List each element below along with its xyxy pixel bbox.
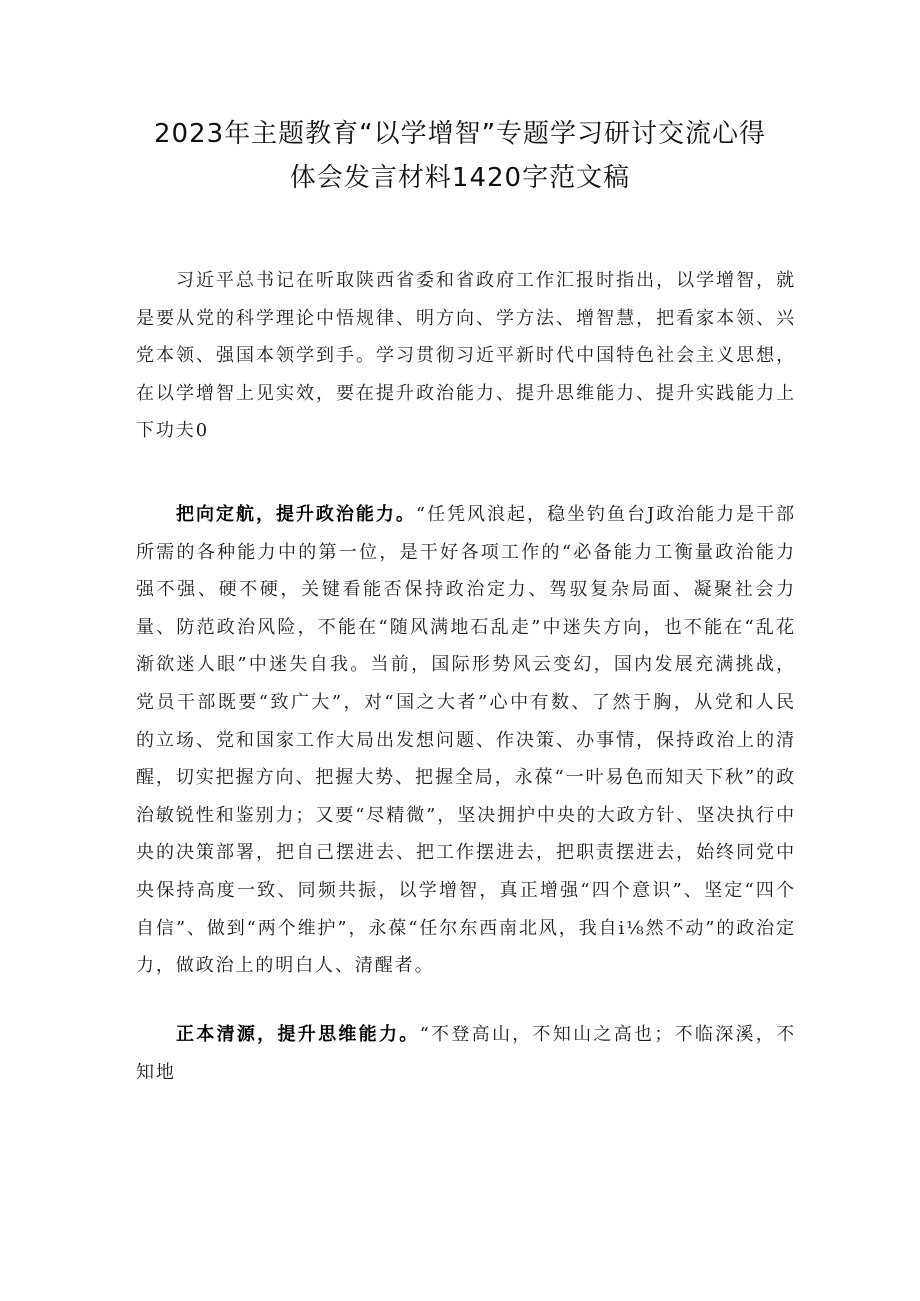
document-title bbox=[100, 112, 820, 200]
paragraph-lead-heading: 正本清源，提升思维能力。 bbox=[176, 1024, 420, 1045]
paragraph-body: 习近平总书记在听取陕西省委和省政府工作汇报时指出，以学增智，就是要从党的科学理论中悟规律、明方向、学方法、增智慧，把看家本领、兴党本领、强国本领学到手。学习贯彻习近平新时代中国特色社会主义思想，在以学增智上见实效，要在提升政治能力、提升思维能力、提升实践能力上下功夫0 bbox=[136, 270, 796, 442]
paragraph-thinking-ability bbox=[136, 1016, 796, 1091]
title-line-2: 体会发言材料1420字范文稿 bbox=[289, 163, 631, 193]
paragraph-lead-heading: 把向定航，提升政治能力。 bbox=[176, 504, 416, 525]
paragraph-body: “任凭风浪起，稳坐钓鱼台J政治能力是干部所需的各种能力中的第一位，是干好各项工作的“必备能力工衡量政治能力强不强、硬不硬，关键看能否保持政治定力、驾驭复杂局面、凝聚社会力量、防范政治风险，不能在“随风满地石乱走”中迷失方向，也不能在“乱花渐欲迷人眼”中迷失自我。当前，国际形势风云变幻，国内发展充满挑战，党员干部既要“致广大”，对“国之大者”心中有数、了然于胸，从党和人民的立场、党和国家工作大局出发想问题、作决策、办事情，保持政治上的清醒，切实把握方向、把握大势、把握全局，永葆“一叶易色而知天下秋”的政治敏锐性和鉴别力；又要“尽精微”，坚决拥护中央的大政方针、坚决执行中央的决策部署，把自己摆进去、把工作摆进去，把职责摆进去，始终同党中央保持高度一致、同频共振，以学增智，真正增强“四个意识”、坚定“四个自信”、做到“两个维护”，永葆“任尔东西南北风，我自i⅛然不动”的政治定力，做政治上的明白人、清醒者。 bbox=[136, 504, 796, 977]
paragraph-body: “不登高山，不知山之高也；不临深溪，不知地 bbox=[136, 1024, 796, 1083]
title-line-1: 2023年主题教育“以学增智”专题学习研讨交流心得 bbox=[153, 119, 767, 149]
paragraph-intro bbox=[136, 262, 796, 450]
paragraph-political-ability bbox=[136, 496, 796, 985]
